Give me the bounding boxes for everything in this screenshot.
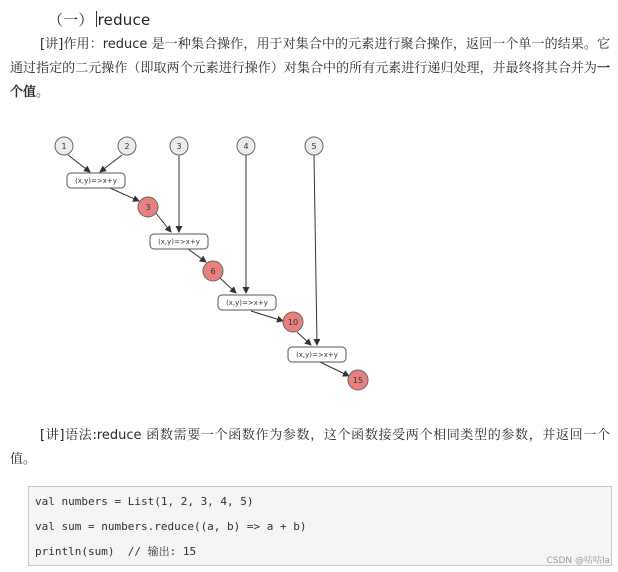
- emphasis-text: 一个值: [10, 61, 610, 100]
- code-line-3: println(sum) // 输出: 15: [35, 545, 197, 558]
- code-block: [28, 486, 612, 566]
- arrow-1-op1: [68, 155, 90, 172]
- result-label-3: 3: [145, 203, 151, 212]
- section-title: [48, 9, 150, 31]
- arrow-op2-res6: [188, 249, 206, 262]
- lecture-tag: [讲]: [40, 37, 64, 52]
- syntax-paragraph: [10, 424, 610, 472]
- operation-label-3: (x,y)=>x+y: [226, 299, 268, 307]
- arrow-op1-res3: [110, 188, 139, 201]
- section-number: （一）: [48, 11, 94, 29]
- arrow-5-op4: [314, 155, 317, 345]
- syntax-text: 语法:reduce 函数需要一个函数作为参数，这个函数接受两个相同类型的参数，并返回一个值。: [10, 428, 610, 467]
- result-label-10: 10: [287, 318, 299, 327]
- input-label-4: 4: [243, 142, 249, 151]
- input-label-5: 5: [311, 142, 317, 151]
- result-label-15: 15: [352, 376, 364, 385]
- description-paragraph: [10, 33, 610, 105]
- arrow-2-op1: [100, 155, 122, 172]
- input-label-3: 3: [176, 142, 182, 151]
- code-line-1: val numbers = List(1, 2, 3, 4, 5): [35, 495, 254, 508]
- operation-label-2: (x,y)=>x+y: [158, 238, 200, 246]
- reduce-diagram: [0, 125, 618, 395]
- result-label-6: 6: [210, 267, 216, 276]
- input-nodes: [55, 137, 323, 155]
- input-label-2: 2: [124, 142, 130, 151]
- text-cursor: [96, 11, 97, 27]
- arrow-res10-op4: [297, 332, 311, 345]
- section-name: reduce: [97, 11, 151, 29]
- arrow-res3-op2: [155, 212, 171, 232]
- arrow-res6-op3: [220, 278, 236, 293]
- arrow-op3-res10: [251, 311, 283, 321]
- code-line-2: val sum = numbers.reduce((a, b) => a + b): [35, 520, 307, 533]
- operation-label-4: (x,y)=>x+y: [296, 351, 338, 359]
- lecture-tag-2: [讲]: [40, 428, 65, 443]
- arrow-op4-res15: [320, 362, 349, 376]
- input-label-1: 1: [61, 142, 67, 151]
- operation-label-1: (x,y)=>x+y: [75, 177, 117, 185]
- watermark: CSDN @咕咕la: [546, 556, 610, 566]
- description-end: 。: [36, 85, 50, 100]
- description-text: 作用：reduce 是一种集合操作，用于对集合中的元素进行聚合操作，返回一个单一的结果。它通过指定的二元操作（即取两个元素进行操作）对集合中的所有元素进行递归处理，并最终将其合并为: [10, 37, 610, 76]
